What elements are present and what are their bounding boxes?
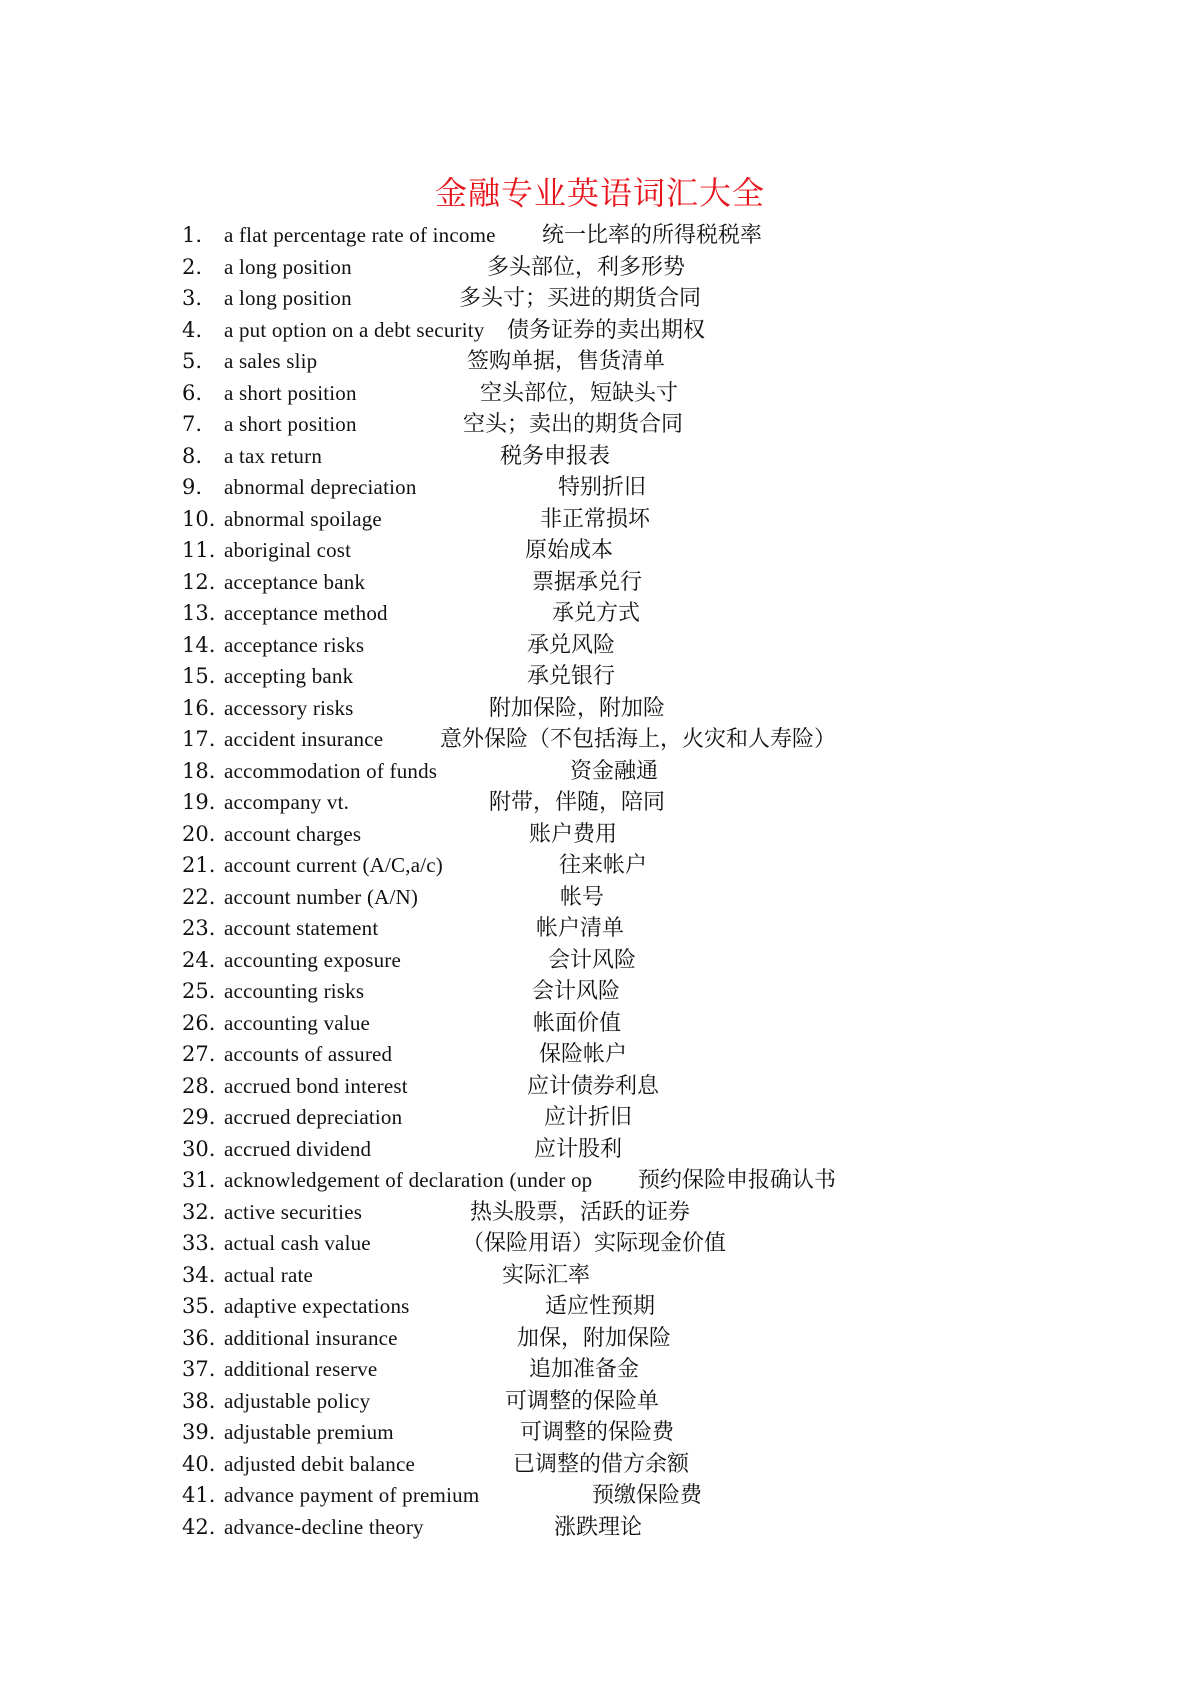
entry-english-term: adjusted debit balance: [224, 1451, 415, 1476]
entry-number: 41.: [182, 1483, 216, 1507]
entry-chinese-translation: 预约保险申报确认书: [638, 1168, 837, 1193]
vocabulary-entry: [182, 346, 1082, 378]
vocabulary-entry: [182, 630, 1082, 662]
vocabulary-entry: [182, 1008, 1082, 1040]
entry-chinese-translation: 签购单据，售货清单: [467, 349, 666, 374]
vocabulary-entry: [182, 567, 1082, 599]
entry-chinese-translation: 资金融通: [570, 758, 659, 784]
entry-chinese-translation: 会计风险: [532, 979, 621, 1004]
entry-chinese-translation: 承兑风险: [527, 632, 616, 658]
entry-chinese-translation: 票据承兑行: [532, 569, 643, 595]
entry-english-term: accrued bond interest: [224, 1073, 408, 1098]
entry-chinese-translation: 帐户清单: [536, 916, 625, 941]
entry-chinese-translation: 原始成本: [525, 538, 614, 563]
entry-number: 2.: [182, 254, 203, 279]
entry-chinese-translation: 账户费用: [529, 821, 618, 847]
vocabulary-entry: [182, 504, 1082, 536]
vocabulary-entry: [182, 1165, 1082, 1197]
entry-chinese-translation: 实际汇率: [502, 1262, 591, 1288]
entry-chinese-translation: 保险帐户: [539, 1042, 628, 1067]
entry-english-term: advance payment of premium: [224, 1483, 480, 1507]
entry-english-term: a long position: [224, 254, 352, 279]
entry-english-term: acknowledgement of declaration (under op: [224, 1168, 593, 1192]
vocabulary-entry: [182, 819, 1082, 851]
entry-chinese-translation: 涨跌理论: [554, 1514, 643, 1540]
entry-english-term: adaptive expectations: [224, 1294, 410, 1318]
entry-number: 16.: [182, 695, 216, 720]
vocabulary-entry: [182, 756, 1082, 788]
entry-english-term: additional reserve: [224, 1357, 378, 1381]
entry-english-term: abnormal spoilage: [224, 506, 382, 531]
entry-number: 35.: [182, 1294, 216, 1318]
entry-chinese-translation: 追加准备金: [529, 1357, 640, 1382]
entry-number: 29.: [182, 1105, 216, 1129]
vocabulary-entry: [182, 945, 1082, 977]
vocabulary-entry: [182, 409, 1082, 441]
entry-number: 18.: [182, 758, 216, 783]
entry-chinese-translation: 多头部位，利多形势: [487, 254, 686, 280]
entry-number: 36.: [182, 1325, 216, 1350]
vocabulary-entry: [182, 882, 1082, 914]
entry-number: 10.: [182, 506, 216, 531]
vocabulary-entry: [182, 1260, 1082, 1292]
entry-number: 30.: [182, 1136, 216, 1161]
entry-english-term: actual rate: [224, 1262, 314, 1287]
entry-number: 34.: [182, 1262, 216, 1287]
entry-chinese-translation: 统一比率的所得税税率: [542, 223, 763, 248]
vocabulary-entry: [182, 787, 1082, 819]
entry-english-term: account charges: [224, 821, 362, 846]
vocabulary-entry: [182, 1417, 1082, 1449]
entry-number: 20.: [182, 821, 216, 846]
entry-number: 9.: [182, 475, 203, 499]
vocabulary-entry: [182, 1291, 1082, 1323]
entry-number: 27.: [182, 1042, 216, 1066]
vocabulary-entry: [182, 661, 1082, 693]
entry-chinese-translation: 已调整的借方余额: [513, 1451, 690, 1477]
entry-number: 12.: [182, 569, 216, 594]
entry-number: 32.: [182, 1199, 216, 1224]
entry-english-term: adjustable policy: [224, 1388, 371, 1413]
entry-chinese-translation: 可调整的保险费: [520, 1420, 675, 1445]
entry-english-term: advance-decline theory: [224, 1514, 424, 1539]
entry-number: 15.: [182, 664, 216, 688]
entry-chinese-translation: 空头；卖出的期货合同: [463, 412, 684, 437]
entry-english-term: a short position: [224, 380, 357, 405]
entry-number: 19.: [182, 790, 216, 814]
vocabulary-entry: [182, 1512, 1082, 1544]
vocabulary-entry: [182, 1323, 1082, 1355]
entry-english-term: acceptance method: [224, 601, 388, 625]
entry-chinese-translation: 帐面价值: [533, 1010, 622, 1036]
entry-chinese-translation: 承兑方式: [552, 601, 641, 626]
vocabulary-entry: [182, 441, 1082, 473]
entry-chinese-translation: 加保，附加保险: [517, 1325, 672, 1351]
entry-english-term: accounting risks: [224, 979, 365, 1003]
entry-chinese-translation: 附加保险，附加险: [489, 695, 666, 721]
entry-english-term: accident insurance: [224, 727, 384, 751]
entry-chinese-translation: 预缴保险费: [592, 1483, 703, 1508]
entry-english-term: accommodation of funds: [224, 758, 438, 783]
vocabulary-entry: [182, 850, 1082, 882]
vocabulary-entry: [182, 913, 1082, 945]
vocabulary-list: [182, 220, 1082, 1543]
entry-number: 21.: [182, 853, 216, 877]
entry-number: 8.: [182, 443, 203, 468]
entry-english-term: accrued dividend: [224, 1136, 372, 1161]
entry-number: 3.: [182, 286, 203, 310]
vocabulary-entry: [182, 1039, 1082, 1071]
vocabulary-entry: [182, 1102, 1082, 1134]
entry-chinese-translation: 附带，伴随，陪同: [489, 790, 666, 815]
entry-chinese-translation: 债务证券的卖出期权: [507, 317, 706, 343]
entry-english-term: a flat percentage rate of income: [224, 223, 496, 247]
entry-chinese-translation: 可调整的保险单: [505, 1388, 660, 1414]
entry-english-term: a sales slip: [224, 349, 318, 373]
entry-english-term: a put option on a debt security: [224, 317, 485, 342]
entry-number: 25.: [182, 979, 216, 1003]
entry-number: 6.: [182, 380, 203, 405]
vocabulary-entry: [182, 378, 1082, 410]
entry-number: 26.: [182, 1010, 216, 1035]
vocabulary-entry: [182, 1134, 1082, 1166]
page-title: 金融专业英语词汇大全: [434, 174, 765, 212]
vocabulary-entry: [182, 1228, 1082, 1260]
entry-english-term: accompany vt.: [224, 790, 350, 814]
vocabulary-entry: [182, 220, 1082, 252]
vocabulary-entry: [182, 472, 1082, 504]
entry-number: 5.: [182, 349, 203, 373]
entry-chinese-translation: 应计折旧: [544, 1105, 633, 1130]
entry-number: 4.: [182, 317, 203, 342]
entry-number: 28.: [182, 1073, 216, 1098]
entry-english-term: abnormal depreciation: [224, 475, 417, 499]
entry-number: 14.: [182, 632, 216, 657]
vocabulary-entry: [182, 976, 1082, 1008]
entry-chinese-translation: 非正常损坏: [540, 506, 651, 532]
entry-english-term: a short position: [224, 412, 357, 436]
entry-number: 31.: [182, 1168, 216, 1192]
entry-english-term: a tax return: [224, 443, 323, 468]
entry-english-term: aboriginal cost: [224, 538, 352, 562]
entry-english-term: accounting value: [224, 1010, 371, 1035]
entry-chinese-translation: 往来帐户: [559, 853, 648, 878]
vocabulary-entry: [182, 283, 1082, 315]
entry-chinese-translation: 特别折旧: [558, 475, 647, 500]
vocabulary-entry: [182, 724, 1082, 756]
entry-number: 39.: [182, 1420, 216, 1444]
entry-english-term: accounting exposure: [224, 947, 401, 972]
entry-chinese-translation: 应计股利: [534, 1136, 623, 1162]
vocabulary-entry: [182, 1071, 1082, 1103]
entry-english-term: actual cash value: [224, 1231, 371, 1255]
entry-number: 40.: [182, 1451, 216, 1476]
entry-english-term: account statement: [224, 916, 379, 940]
entry-english-term: acceptance bank: [224, 569, 366, 594]
entry-chinese-translation: 会计风险: [548, 947, 637, 973]
entry-number: 17.: [182, 727, 216, 751]
entry-chinese-translation: 空头部位，短缺头寸: [480, 380, 679, 406]
entry-english-term: account current (A/C,a/c): [224, 853, 443, 877]
vocabulary-entry: [182, 693, 1082, 725]
entry-chinese-translation: 承兑银行: [527, 664, 616, 689]
vocabulary-entry: [182, 1449, 1082, 1481]
entry-number: 37.: [182, 1357, 216, 1381]
entry-chinese-translation: （保险用语）实际现金价值: [462, 1231, 727, 1256]
entry-english-term: account number (A/N): [224, 884, 419, 909]
entry-chinese-translation: 多头寸；买进的期货合同: [459, 286, 702, 311]
entry-number: 7.: [182, 412, 203, 436]
entry-chinese-translation: 帐号: [560, 884, 605, 910]
entry-number: 11.: [182, 538, 216, 562]
entry-english-term: acceptance risks: [224, 632, 365, 657]
entry-chinese-translation: 税务申报表: [500, 443, 611, 469]
entry-number: 13.: [182, 601, 216, 625]
entry-number: 23.: [182, 916, 216, 940]
entry-english-term: accounts of assured: [224, 1042, 393, 1066]
entry-number: 1.: [182, 223, 203, 247]
entry-chinese-translation: 适应性预期: [545, 1294, 656, 1319]
entry-english-term: a long position: [224, 286, 352, 310]
entry-chinese-translation: 热头股票，活跃的证券: [470, 1199, 691, 1225]
entry-english-term: accrued depreciation: [224, 1105, 403, 1129]
entry-english-term: accessory risks: [224, 695, 354, 720]
vocabulary-entry: [182, 1197, 1082, 1229]
entry-english-term: accepting bank: [224, 664, 354, 688]
vocabulary-entry: [182, 1386, 1082, 1418]
vocabulary-entry: [182, 535, 1082, 567]
entry-number: 38.: [182, 1388, 216, 1413]
entry-number: 22.: [182, 884, 216, 909]
vocabulary-entry: [182, 598, 1082, 630]
entry-number: 24.: [182, 947, 216, 972]
entry-number: 33.: [182, 1231, 216, 1255]
entry-chinese-translation: 意外保险（不包括海上，火灾和人寿险）: [440, 727, 837, 752]
entry-chinese-translation: 应计债券利息: [527, 1073, 660, 1099]
vocabulary-entry: [182, 315, 1082, 347]
entry-english-term: active securities: [224, 1199, 363, 1224]
vocabulary-entry: [182, 1480, 1082, 1512]
entry-english-term: additional insurance: [224, 1325, 398, 1350]
entry-number: 42.: [182, 1514, 216, 1539]
entry-english-term: adjustable premium: [224, 1420, 394, 1444]
vocabulary-entry: [182, 252, 1082, 284]
vocabulary-entry: [182, 1354, 1082, 1386]
